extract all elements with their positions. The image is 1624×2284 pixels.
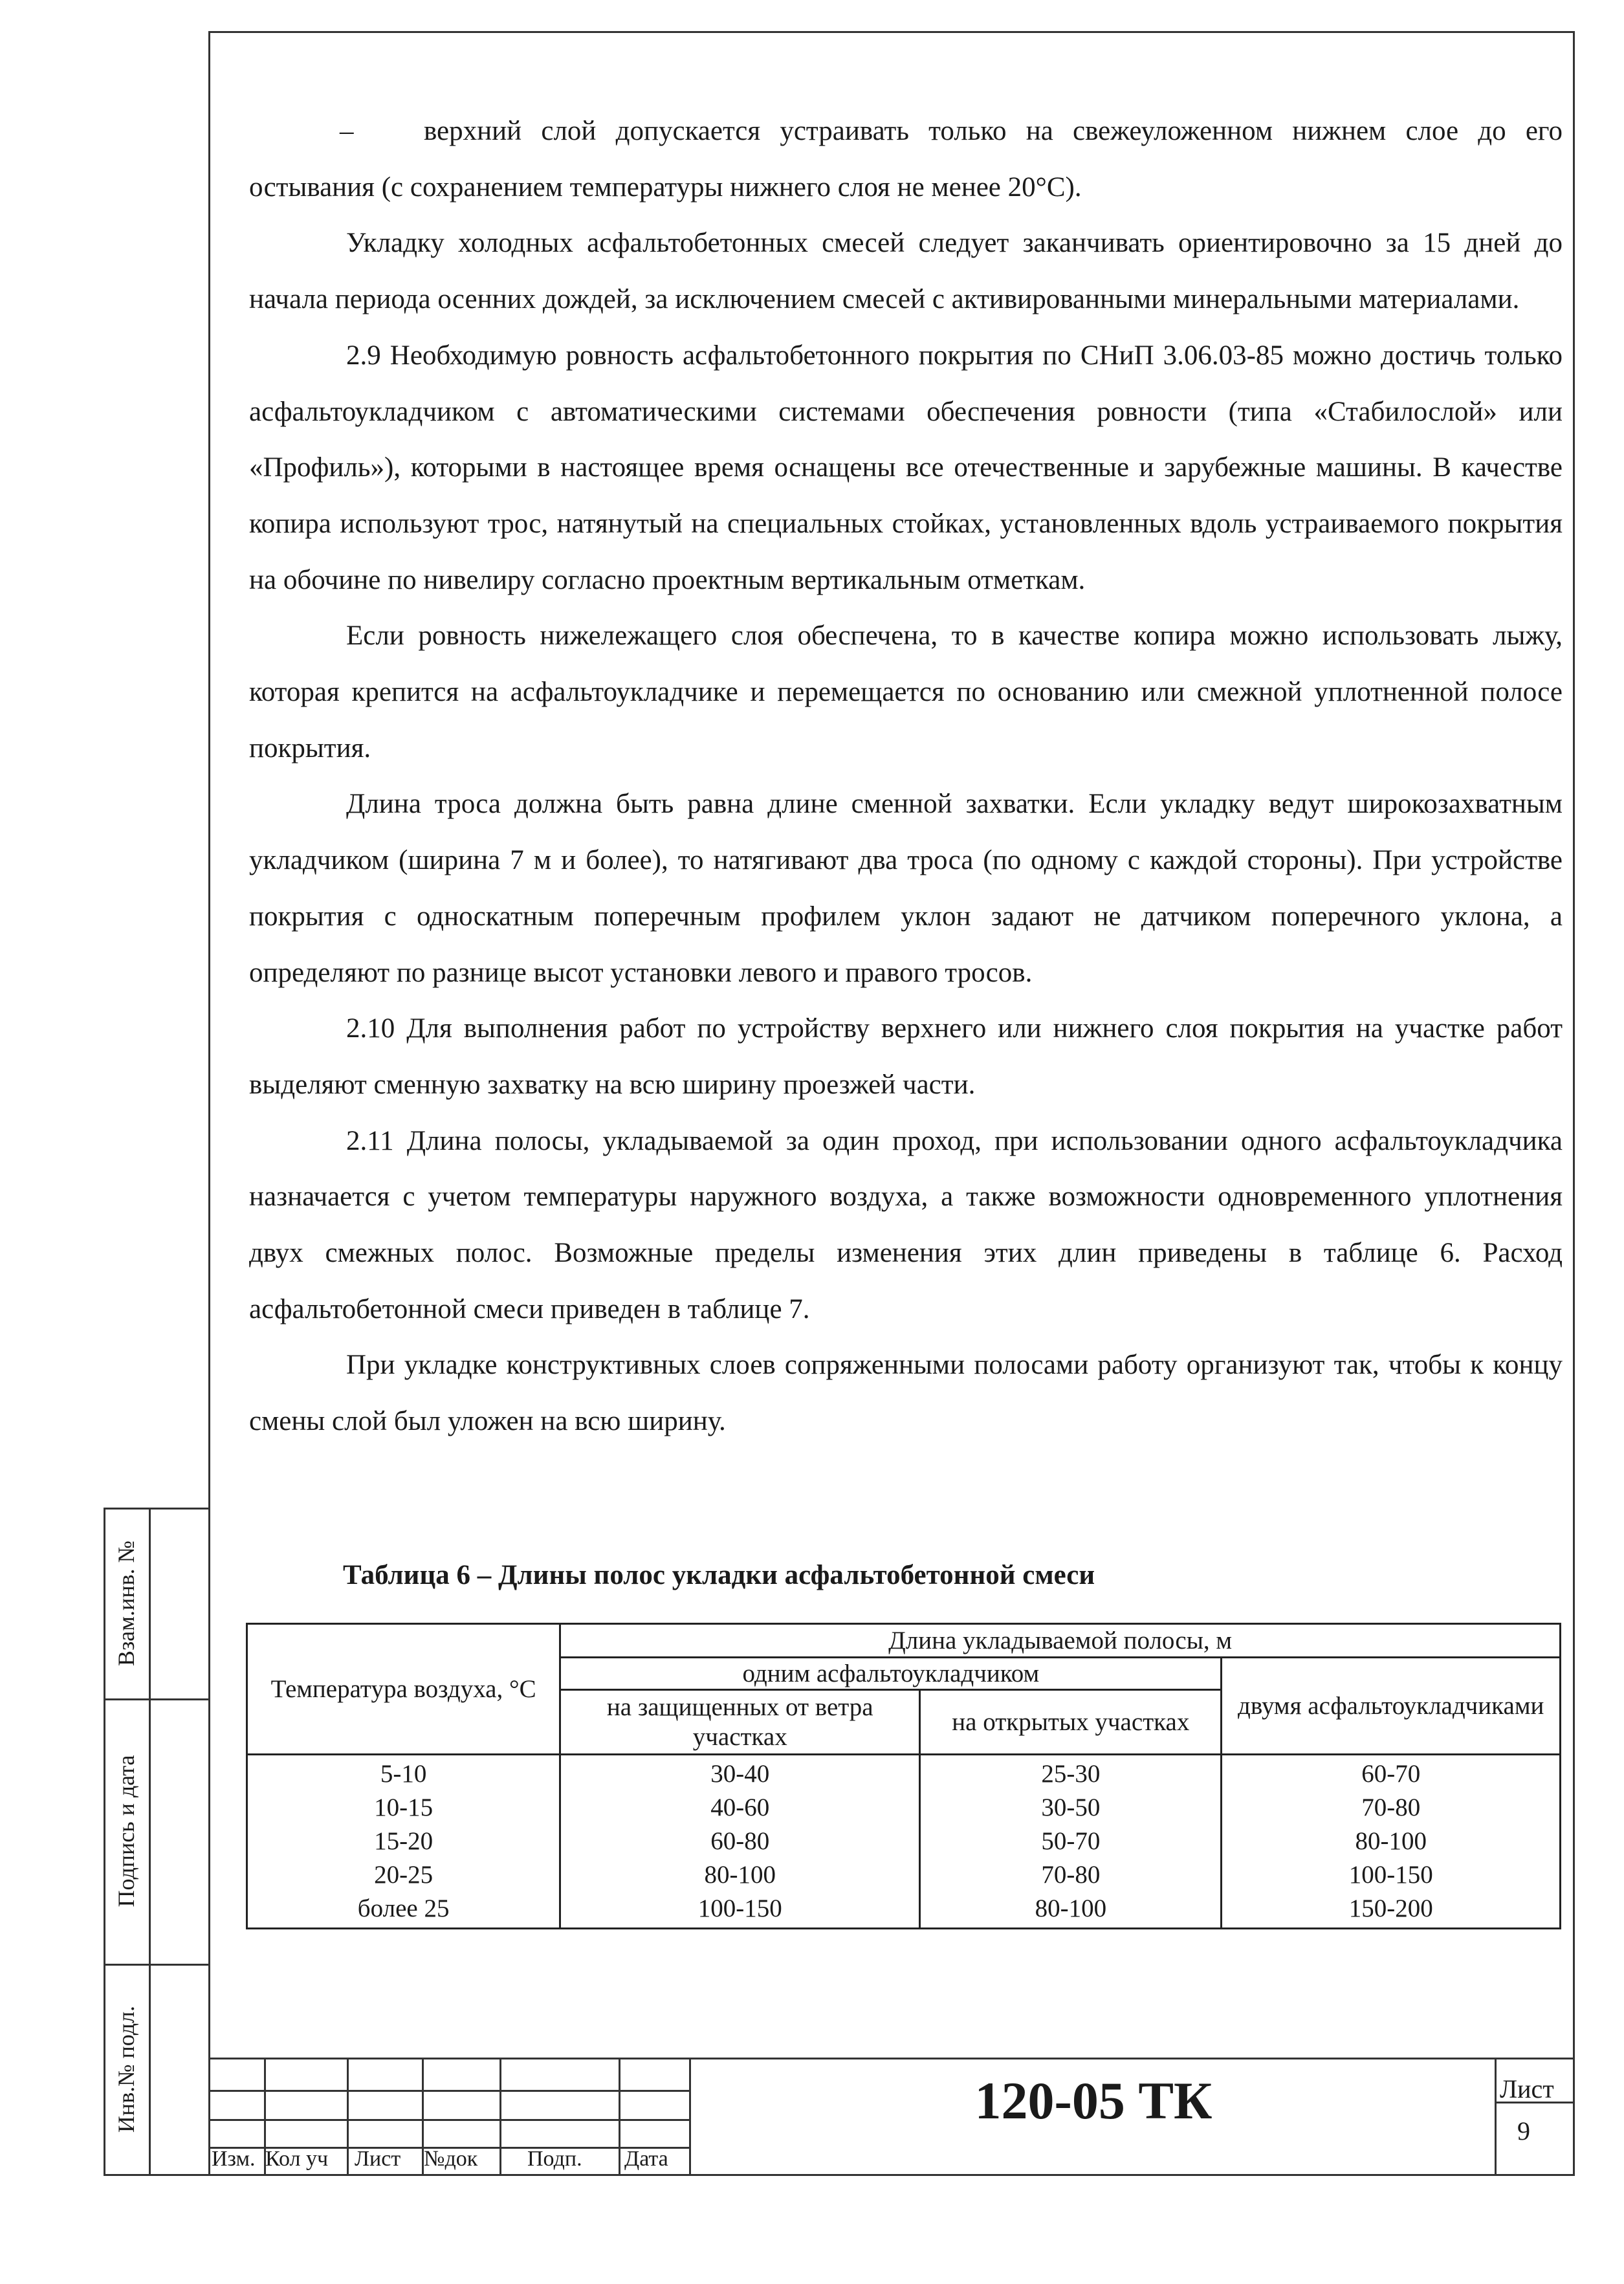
cell-protected: 60-80	[560, 1825, 920, 1858]
title-block-grid	[347, 2058, 349, 2176]
frame-right-border	[1573, 31, 1575, 2176]
cell-two: 100-150	[1222, 1858, 1561, 1892]
cell-protected: 100-150	[560, 1892, 920, 1929]
header-two-pavers: двумя асфальтоукладчиками	[1222, 1658, 1561, 1755]
header-temperature: Температура воздуха, °С	[247, 1624, 560, 1755]
paragraph: Укладку холодных асфальтобетонных смесей следует заканчивать ориентировочно за 15 дней до начала периода осенних дождей, за исключением смесей с активированными минеральными материалами.	[249, 228, 1563, 315]
frame-left-border	[208, 31, 210, 2176]
side-stamp-outer-line	[104, 1508, 105, 2176]
sheet-number: 9	[1517, 2116, 1530, 2146]
paragraph: При укладке конструктивных слоев сопряженными полосами работу организуют так, чтобы к концу смены слой был уложен на всю ширину.	[249, 1350, 1563, 1437]
cell-temperature: 5-10	[247, 1755, 560, 1792]
kol-uch-label: Кол уч	[265, 2147, 329, 2171]
cell-protected: 40-60	[560, 1791, 920, 1825]
side-stamp-divider	[104, 1698, 210, 1700]
cell-two: 60-70	[1222, 1755, 1561, 1792]
sheet-label: Лист	[1500, 2074, 1554, 2103]
paragraph: Длина троса должна быть равна длине сменной захватки. Если укладку ведут широкозахватным укладчиком (ширина 7 м и более), то натягивают два троса (по одному с каждой стороны). При устройстве покрытия с односкатным поперечным профилем уклон задают не датчиком поперечного уклона, а определяют по разнице высот установки левого и правого тросов.	[249, 789, 1563, 988]
title-block-grid	[619, 2058, 620, 2176]
side-stamp-divider	[104, 1964, 210, 1966]
paragraph: 2.9 Необходимую ровность асфальтобетонного покрытия по СНиП 3.06.03-85 можно достичь только асфальтоукладчиком с автоматическими системами обеспечения ровности (типа «Стабилослой» или «Профиль»), которыми в настоящее время оснащены все отечественные и зарубежные машины. В качестве копира используют трос, натянутый на специальных стойках, установленных вдоль устраиваемого покрытия на обочине по нивелиру согласно проектным вертикальным отметкам.	[249, 340, 1563, 595]
table-row	[247, 1825, 1561, 1858]
podp-label: Подп.	[527, 2147, 582, 2171]
cell-temperature: 20-25	[247, 1858, 560, 1892]
header-one-paver: одним асфальтоукладчиком	[560, 1658, 1222, 1690]
side-stamp-mid-line	[149, 1508, 151, 2176]
paragraph: Если ровность нижележащего слоя обеспечена, то в качестве копира можно использовать лыжу, которая крепится на асфальтоукладчике и перемещается по основанию или смежной уплотненной полосе покрытия.	[249, 620, 1563, 763]
cell-protected: 30-40	[560, 1755, 920, 1792]
side-stamp-top-line	[104, 1508, 210, 1510]
list-label: Лист	[355, 2147, 401, 2171]
frame-top-border	[208, 31, 1575, 33]
table-row	[247, 1791, 1561, 1825]
lengths-table	[246, 1623, 1561, 1929]
podpis-data-label: Подпись и дата	[113, 1755, 139, 1907]
title-block-grid	[499, 2058, 501, 2176]
cell-open: 50-70	[920, 1825, 1222, 1858]
cell-open: 25-30	[920, 1755, 1222, 1792]
vzam-inv-label: Взам.инв. №	[113, 1541, 139, 1666]
cell-open: 80-100	[920, 1892, 1222, 1929]
body-text	[249, 104, 1563, 1450]
table-row	[247, 1755, 1561, 1792]
header-protected: на защищенных от ветра участках	[560, 1690, 920, 1755]
cell-two: 150-200	[1222, 1892, 1561, 1929]
table-row	[247, 1892, 1561, 1929]
cell-temperature: 10-15	[247, 1791, 560, 1825]
cell-two: 70-80	[1222, 1791, 1561, 1825]
paragraph: 2.11 Длина полосы, укладываемой за один проход, при использовании одного асфальтоукладчика назначается с учетом температуры наружного воздуха, а также возможности одновременного уплотнения двух смежных полос. Возможные пределы изменения этих длин приведены в таблице 6. Расход асфальтобетонной смеси приведен в таблице 7.	[249, 1125, 1563, 1324]
cell-two: 80-100	[1222, 1825, 1561, 1858]
paragraph-text: верхний слой допускается устраивать только на свежеуложенном нижнем слое до его остывания (с сохранением температуры нижнего слоя не менее 20°С).	[249, 116, 1563, 203]
frame-bottom-border	[104, 2174, 1575, 2176]
document-number: 120-05 ТК	[974, 2071, 1213, 2130]
ndok-label: №док	[424, 2147, 478, 2171]
paragraph	[249, 104, 1563, 215]
cell-protected: 80-100	[560, 1858, 920, 1892]
izm-label: Изм.	[212, 2147, 256, 2171]
paragraph: 2.10 Для выполнения работ по устройству верхнего или нижнего слоя покрытия на участке работ выделяют сменную захватку на всю ширину проезжей части.	[249, 1013, 1563, 1100]
cell-open: 70-80	[920, 1858, 1222, 1892]
inv-podl-label: Инв.№ подл.	[113, 2005, 139, 2133]
header-length: Длина укладываемой полосы, м	[560, 1624, 1561, 1658]
cell-open: 30-50	[920, 1791, 1222, 1825]
cell-temperature: более 25	[247, 1892, 560, 1929]
table-row	[247, 1858, 1561, 1892]
table-caption: Таблица 6 – Длины полос укладки асфальтобетонной смеси	[343, 1560, 1095, 1590]
title-block-top	[208, 2058, 1575, 2059]
header-open: на открытых участках	[920, 1690, 1222, 1755]
list-dash: –	[340, 116, 354, 146]
cell-temperature: 15-20	[247, 1825, 560, 1858]
data-label: Дата	[624, 2147, 668, 2171]
